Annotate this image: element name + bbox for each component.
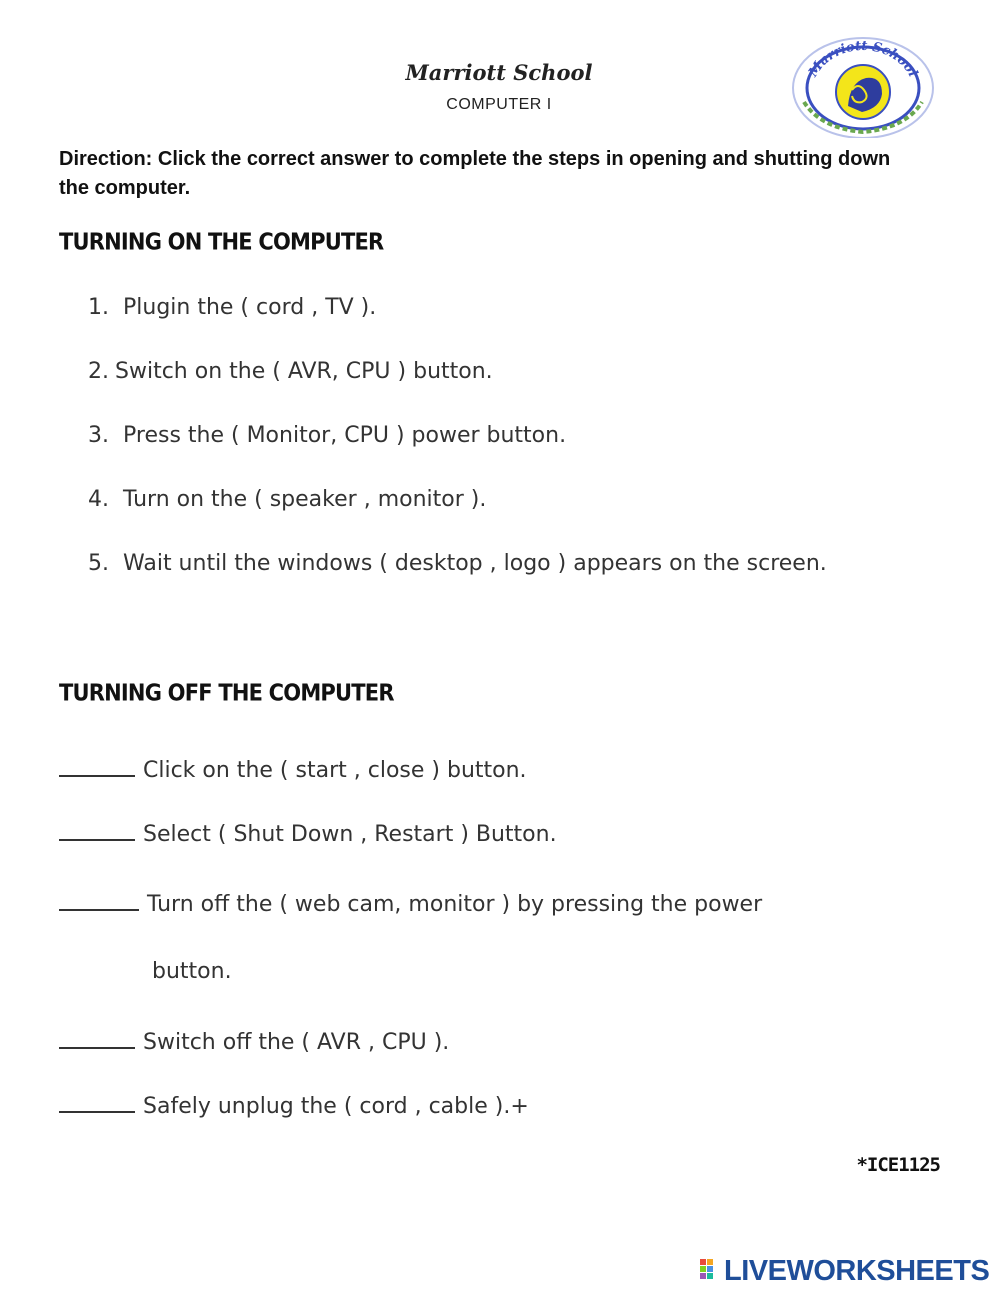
answer-choice-a[interactable]: web cam, xyxy=(294,892,402,917)
subject-title: COMPUTER I xyxy=(446,96,552,113)
choice-separator: , xyxy=(330,423,345,448)
step-text-end: ). xyxy=(353,295,377,320)
turning-on-step xyxy=(88,359,493,384)
step-number: 3. xyxy=(88,423,109,448)
step-text: Press the ( xyxy=(123,423,247,448)
answer-choice-b[interactable]: CPU xyxy=(381,1030,427,1055)
order-blank-input[interactable] xyxy=(59,817,135,841)
step-text: Safely unplug the ( xyxy=(143,1094,360,1119)
step-text: Turn off the ( xyxy=(147,892,295,917)
order-blank-input[interactable] xyxy=(59,887,139,911)
step-text-end: ) button. xyxy=(390,359,493,384)
answer-choice-a[interactable]: speaker xyxy=(269,487,357,512)
step-text: Select ( xyxy=(143,822,234,847)
step-continuation: button. xyxy=(152,959,232,984)
answer-choice-a[interactable]: AVR xyxy=(287,359,332,384)
answer-choice-b[interactable]: CPU xyxy=(344,423,389,448)
answer-choice-b[interactable]: Restart xyxy=(374,822,454,847)
answer-choice-a[interactable]: start xyxy=(295,758,347,783)
step-text-end: ) Button. xyxy=(453,822,557,847)
answer-choice-a[interactable]: AVR xyxy=(317,1030,361,1055)
turning-on-step xyxy=(88,295,376,320)
step-number: 5. xyxy=(88,551,109,576)
step-number: 4. xyxy=(88,487,109,512)
choice-separator: , xyxy=(346,758,368,783)
answer-choice-a[interactable]: Monitor xyxy=(246,423,331,448)
order-blank-input[interactable] xyxy=(59,753,135,777)
choice-separator: , xyxy=(407,1094,429,1119)
logo-ring-text: Marriott School xyxy=(805,38,921,80)
turning-on-step xyxy=(88,423,566,448)
step-text-end: ) button. xyxy=(424,758,527,783)
choice-separator: , xyxy=(353,822,375,847)
choice-separator: , xyxy=(361,1030,382,1055)
answer-choice-b[interactable]: monitor xyxy=(377,487,464,512)
answer-choice-b[interactable]: CPU xyxy=(345,359,391,384)
step-text-end: ) by pressing the power xyxy=(494,892,763,917)
turning-off-step xyxy=(59,887,762,917)
choice-separator: , xyxy=(482,551,504,576)
step-text-end: ). xyxy=(463,487,487,512)
answer-choice-a[interactable]: cord xyxy=(359,1094,408,1119)
turning-on-heading: TURNING ON THE COMPUTER xyxy=(59,228,384,256)
turning-off-step xyxy=(59,817,557,847)
turning-on-step xyxy=(88,551,827,576)
step-text: Turn on the ( xyxy=(123,487,270,512)
school-name: Marriott School xyxy=(405,60,593,85)
step-text-end: ) power button. xyxy=(388,423,567,448)
answer-choice-b[interactable]: cable xyxy=(428,1094,488,1119)
turning-off-heading: TURNING OFF THE COMPUTER xyxy=(59,679,394,707)
step-text: Wait until the windows ( xyxy=(123,551,395,576)
answer-choice-a[interactable]: Shut Down xyxy=(233,822,354,847)
school-logo xyxy=(790,32,936,138)
step-text: Click on the ( xyxy=(143,758,296,783)
answer-choice-a[interactable]: desktop xyxy=(394,551,483,576)
turning-off-step xyxy=(59,1025,449,1055)
answer-choice-b[interactable]: monitor xyxy=(408,892,495,917)
step-text: Switch on the ( xyxy=(115,359,288,384)
order-blank-input[interactable] xyxy=(59,1025,135,1049)
choice-separator: , xyxy=(356,487,378,512)
choice-separator: , xyxy=(304,295,326,320)
answer-choice-b[interactable]: logo xyxy=(503,551,551,576)
choice-separator: , xyxy=(331,359,346,384)
step-text-end: ).+ xyxy=(487,1094,529,1119)
turning-off-step xyxy=(59,1089,529,1119)
answer-choice-b[interactable]: TV xyxy=(325,295,354,320)
worksheet-code: *ICE1125 xyxy=(856,1154,940,1176)
step-text: Plugin the ( xyxy=(123,295,257,320)
order-blank-input[interactable] xyxy=(59,1089,135,1113)
step-number: 2. xyxy=(88,359,109,384)
answer-choice-b[interactable]: close xyxy=(367,758,425,783)
turning-off-step xyxy=(59,753,527,783)
step-number: 1. xyxy=(88,295,109,320)
answer-choice-a[interactable]: cord xyxy=(256,295,305,320)
liveworksheets-icon xyxy=(700,1259,722,1283)
step-text: Switch off the ( xyxy=(143,1030,318,1055)
liveworksheets-text: LIVEWORKSHEETS xyxy=(724,1255,990,1287)
turning-on-step xyxy=(88,487,486,512)
step-text-end: ). xyxy=(426,1030,450,1055)
direction-text: Direction: Click the correct answer to complete the steps in opening and shutting down the computer. xyxy=(59,148,891,199)
step-text-end: ) appears on the screen. xyxy=(550,551,827,576)
